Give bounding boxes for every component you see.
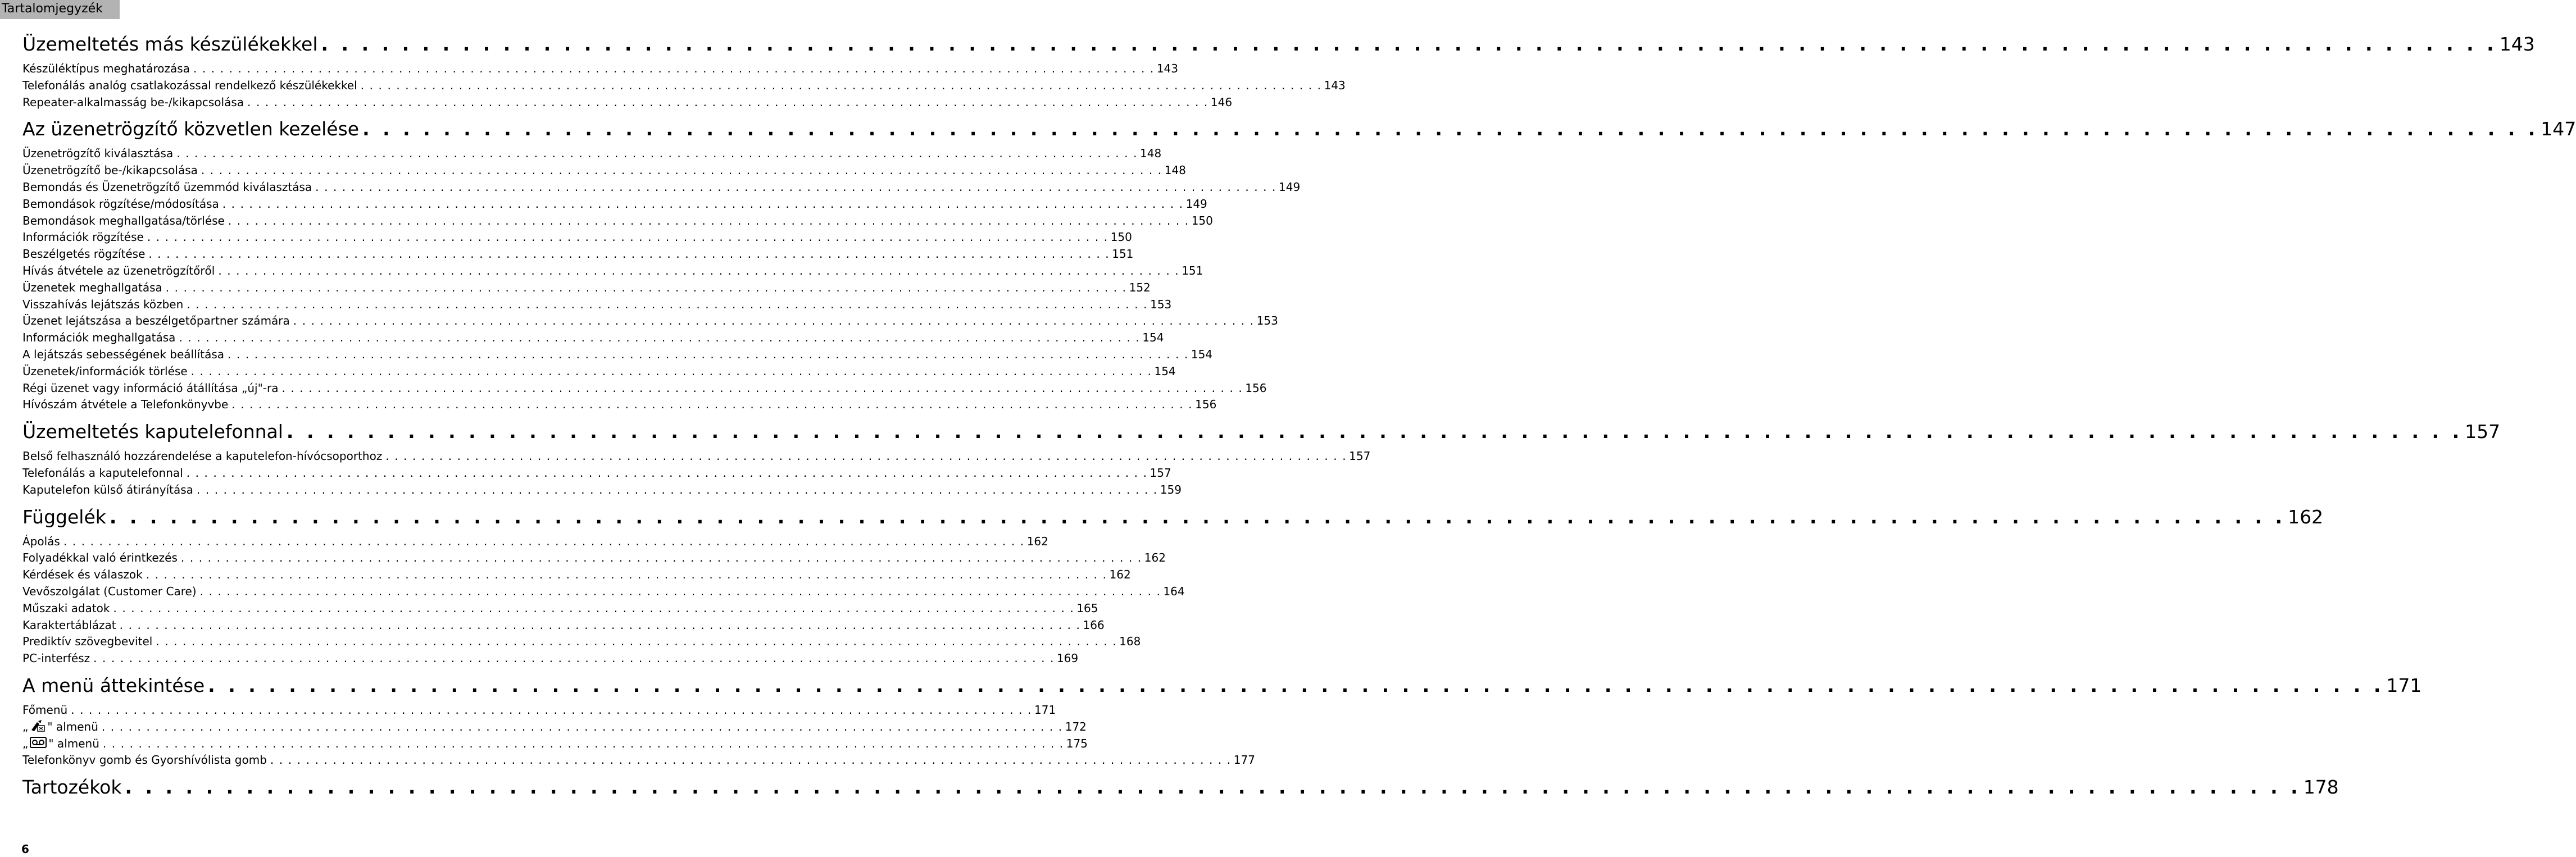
toc-section [22,504,2324,667]
entry-page-number: 154 [1142,331,1164,345]
toc-entry[interactable] [22,213,1213,230]
section-title: Üzemeltetés kaputelefonnal [22,421,283,443]
entry-page-number: 153 [1150,297,1172,311]
header-bar [0,0,120,19]
toc-entry[interactable] [22,736,1088,753]
entry-title [22,465,187,482]
entry-page-number: 175 [1066,736,1088,750]
entry-label: Telefonálás a kaputelefonnal [22,466,183,480]
section-title: Tartozékok [22,776,122,799]
entry-page-number: 166 [1083,618,1105,632]
entry-title [22,702,71,719]
entry-label: Repeater-alkalmasság be-/kikapcsolása [22,95,244,109]
entry-page-number: 148 [1140,147,1162,161]
toc-entry[interactable] [22,380,1267,397]
entry-title [22,482,197,499]
leader-dots: . . . . . . . . . . . . . . . . . . . . . . . . . . . . . . . . . . . . . . . . . . . . . . . . . . . . . . . . . . . . . . . . . . . . . . . . . . . . . . . . . . . . . . . . . . . . . . . . . . . . . . . . . . . . [196,482,1158,496]
section-page-number: 162 [2288,505,2324,528]
entry-title [22,617,120,634]
leader-dots: . . . . . . . . . . . . . . . . . . . . . . . . . . . . . . . . . . . . . . . . . . . . . . . . . . . . . . . . . . . . . . . . . . . . . . . . . . . . . . . . . . . . . . . . . . . . . . . . . . . . . . . . . . . . [385,449,1347,463]
entry-title [22,633,156,650]
toc-entry[interactable] [22,633,1141,650]
section-title: Függelék [22,505,106,528]
entry-title [22,313,293,330]
toc-entry[interactable] [22,330,1164,347]
toc-entry[interactable] [22,567,1131,584]
entry-label: Bemondás és Üzenetrögzítő üzemmód kiválasztása [22,180,312,194]
entry-title [22,363,191,380]
toc-entry[interactable] [22,534,1048,550]
leader-dots: . . . . . . . . . . . . . . . . . . . . . . . . . . . . . . . . . . . . . . . . . . . . . . . . . . . . . . . . . . . . . . . . . . . . . . . . . . . . . . . . . . . . . . . . . . . . . . . . . . . . . . . . . . . . [199,584,1161,598]
entry-title [22,380,281,397]
leader-dots: . . . . . . . . . . . . . . . . . . . . . . . . . . . . . . . . . . . . . . . . . . . . . . . . . . . . . . . . . . . . . . . . . . . . . . . . . . . . . . . . . . . . . . . . . . . . . . . . . . . . . . . . . . . . [208,674,2384,696]
entry-title [22,179,315,196]
entry-page-number: 149 [1185,197,1207,211]
entry-page-number: 151 [1182,263,1203,277]
section-spacer [22,499,538,504]
leader-dots: . . . . . . . . . . . . . . . . . . . . . . . . . . . . . . . . . . . . . . . . . . . . . . . . . . . . . . . . . . . . . . . . . . . . . . . . . . . . . . . . . . . . . . . . . . . . . . . . . . . . . . . . . . . . [156,635,1117,649]
entry-page-number: 159 [1160,482,1182,496]
toc-entry[interactable] [22,162,1186,179]
toc-entry[interactable] [22,584,1185,600]
toc-entry[interactable] [22,78,1346,94]
entry-page-number: 151 [1112,247,1134,261]
leader-dots: . . . . . . . . . . . . . . . . . . . . . . . . . . . . . . . . . . . . . . . . . . . . . . . . . . . . . . . . . . . . . . . . . . . . . . . . . . . . . . . . . . . . . . . . . . . . . . . . . . . . . . . . . . . . [362,118,2539,140]
leader-dots: . . . . . . . . . . . . . . . . . . . . . . . . . . . . . . . . . . . . . . . . . . . . . . . . . . . . . . . . . . . . . . . . . . . . . . . . . . . . . . . . . . . . . . . . . . . . . . . . . . . . . . . . . . . . [187,297,1148,311]
entry-page-number: 154 [1191,347,1213,361]
toc-section [22,419,2501,498]
leader-dots: . . . . . . . . . . . . . . . . . . . . . . . . . . . . . . . . . . . . . . . . . . . . . . . . . . . . . . . . . . . . . . . . . . . . . . . . . . . . . . . . . . . . . . . . . . . . . . . . . . . . . . . . . . . . [222,197,1184,211]
entry-prefix: „ [22,719,29,733]
entry-page-number: 152 [1129,280,1151,294]
toc-entry[interactable] [22,313,1278,330]
leader-dots: . . . . . . . . . . . . . . . . . . . . . . . . . . . . . . . . . . . . . . . . . . . . . . . . . . . . . . . . . . . . . . . . . . . . . . . . . . . . . . . . . . . . . . . . . . . . . . . . . . . . . . . . . . . . [281,381,1243,395]
section-heading[interactable] [22,504,2324,530]
entry-title [22,229,147,246]
leader-dots: . . . . . . . . . . . . . . . . . . . . . . . . . . . . . . . . . . . . . . . . . . . . . . . . . . . . . . . . . . . . . . . . . . . . . . . . . . . . . . . . . . . . . . . . . . . . . . . . . . . . . . . . . . . . [165,280,1127,294]
entry-page-number: 150 [1191,213,1213,227]
leader-dots: . . . . . . . . . . . . . . . . . . . . . . . . . . . . . . . . . . . . . . . . . . . . . . . . . . . . . . . . . . . . . . . . . . . . . . . . . . . . . . . . . . . . . . . . . . . . . . . . . . . . . . . . . . . . [179,331,1141,345]
entry-page-number: 164 [1163,584,1185,598]
entry-page-number: 154 [1154,364,1176,378]
leader-dots: . . . . . . . . . . . . . . . . . . . . . . . . . . . . . . . . . . . . . . . . . . . . . . . . . . . . . . . . . . . . . . . . . . . . . . . . . . . . . . . . . . . . . . . . . . . . . . . . . . . . . . . . . . . . [186,466,1148,480]
entry-label: Üzenetek meghallgatása [22,280,162,294]
entry-label: Főmenü [22,703,68,717]
leader-dots: . . . . . . . . . . . . . . . . . . . . . . . . . . . . . . . . . . . . . . . . . . . . . . . . . . . . . . . . . . . . . . . . . . . . . . . . . . . . . . . . . . . . . . . . . . . . . . . . . . . . . . . . . . . . [148,247,1110,261]
entry-label: Ápolás [22,534,60,548]
entry-page-number: 153 [1256,314,1278,328]
toc-entry[interactable] [22,196,1207,213]
toc-entry[interactable] [22,702,1056,719]
entry-page-number: 148 [1164,163,1186,177]
entry-title [22,736,103,753]
toc-entry[interactable] [22,347,1213,363]
entry-label: Üzenetrögzítő kiválasztása [22,147,174,161]
entry-title [22,297,187,313]
entry-title [22,213,228,230]
leader-dots: . . . . . . . . . . . . . . . . . . . . . . . . . . . . . . . . . . . . . . . . . . . . . . . . . . . . . . . . . . . . . . . . . . . . . . . . . . . . . . . . . . . . . . . . . . . . . . . . . . . . . . . . . . . . [286,421,2463,443]
entry-page-number: 162 [1144,551,1166,565]
entry-title [22,600,113,617]
leader-dots: . . . . . . . . . . . . . . . . . . . . . . . . . . . . . . . . . . . . . . . . . . . . . . . . . . . . . . . . . . . . . . . . . . . . . . . . . . . . . . . . . . . . . . . . . . . . . . . . . . . . . . . . . . . . [102,736,1064,750]
leader-dots: . . . . . . . . . . . . . . . . . . . . . . . . . . . . . . . . . . . . . . . . . . . . . . . . . . . . . . . . . . . . . . . . . . . . . . . . . . . . . . . . . . . . . . . . . . . . . . . . . . . . . . . . . . . . [360,78,1322,92]
entry-label: Üzenetrögzítő be-/kikapcsolása [22,163,198,177]
toc-entry[interactable] [22,448,1371,465]
section-page-number: 171 [2386,674,2422,696]
entry-label: " almenü [48,736,99,750]
leader-dots: . . . . . . . . . . . . . . . . . . . . . . . . . . . . . . . . . . . . . . . . . . . . . . . . . . . . . . . . . . . . . . . . . . . . . . . . . . . . . . . . . . . . . . . . . . . . . . . . . . . . . . . . . . . . [321,33,2497,55]
entry-label: Vevőszolgálat (Customer Care) [22,584,197,598]
toc-section [22,673,2422,769]
entry-label: Bemondások meghallgatása/törlése [22,213,225,227]
leader-dots: . . . . . . . . . . . . . . . . . . . . . . . . . . . . . . . . . . . . . . . . . . . . . . . . . . . . . . . . . . . . . . . . . . . . . . . . . . . . . . . . . . . . . . . . . . . . . . . . . . . . . . . . . . . . [193,62,1155,75]
section-page-number: 178 [2303,776,2339,799]
leader-dots: . . . . . . . . . . . . . . . . . . . . . . . . . . . . . . . . . . . . . . . . . . . . . . . . . . . . . . . . . . . . . . . . . . . . . . . . . . . . . . . . . . . . . . . . . . . . . . . . . . . . . . . . . . . . [270,753,1232,767]
entry-title [22,650,93,667]
leader-dots: . . . . . . . . . . . . . . . . . . . . . . . . . . . . . . . . . . . . . . . . . . . . . . . . . . . . . . . . . . . . . . . . . . . . . . . . . . . . . . . . . . . . . . . . . . . . . . . . . . . . . . . . . . . . [247,95,1209,109]
toc-entry[interactable] [22,280,1151,297]
entry-page-number: 172 [1065,719,1087,733]
entry-page-number: 143 [1156,62,1178,75]
entry-title [22,61,193,78]
toc-entry[interactable] [22,61,1178,78]
leader-dots: . . . . . . . . . . . . . . . . . . . . . . . . . . . . . . . . . . . . . . . . . . . . . . . . . . . . . . . . . . . . . . . . . . . . . . . . . . . . . . . . . . . . . . . . . . . . . . . . . . . . . . . . . . . . [180,551,1142,565]
section-title: Az üzenetrögzítő közvetlen kezelése [22,118,360,140]
toc-entry[interactable] [22,482,1182,499]
page-header-title: Tartalomjegyzék [2,2,103,16]
entry-page-number: 162 [1026,534,1048,548]
toc-entry[interactable] [22,179,1301,196]
entry-label: Karaktertáblázat [22,618,116,632]
toc-entry[interactable] [22,363,1176,380]
entry-title [22,94,247,111]
entry-title [22,719,102,736]
toc-entry[interactable] [22,229,1132,246]
section-heading[interactable] [22,419,2501,445]
leader-dots: . . . . . . . . . . . . . . . . . . . . . . . . . . . . . . . . . . . . . . . . . . . . . . . . . . . . . . . . . . . . . . . . . . . . . . . . . . . . . . . . . . . . . . . . . . . . . . . . . . . . . . . . . . . . [109,505,2286,528]
answering-machine-icon [28,737,48,750]
leader-dots: . . . . . . . . . . . . . . . . . . . . . . . . . . . . . . . . . . . . . . . . . . . . . . . . . . . . . . . . . . . . . . . . . . . . . . . . . . . . . . . . . . . . . . . . . . . . . . . . . . . . . . . . . . . . [176,147,1138,161]
entry-title [22,584,200,600]
leader-dots: . . . . . . . . . . . . . . . . . . . . . . . . . . . . . . . . . . . . . . . . . . . . . . . . . . . . . . . . . . . . . . . . . . . . . . . . . . . . . . . . . . . . . . . . . . . . . . . . . . . . . . . . . . . . [228,213,1189,227]
entry-label: Visszahívás lejátszás közben [22,297,184,311]
entry-label: Beszélgetés rögzítése [22,247,146,261]
entry-title [22,550,181,567]
toc-entry[interactable] [22,600,1098,617]
entry-label: Üzenetek/információk törlése [22,364,188,378]
entry-label: Prediktív szövegbevitel [22,635,153,649]
leader-dots: . . . . . . . . . . . . . . . . . . . . . . . . . . . . . . . . . . . . . . . . . . . . . . . . . . . . . . . . . . . . . . . . . . . . . . . . . . . . . . . . . . . . . . . . . . . . . . . . . . . . . . . . . . . . [190,364,1152,378]
toc-section [22,774,2339,800]
entry-label: Telefonálás analóg csatlakozással rendelkező készülékekkel [22,78,357,92]
toc-entry[interactable] [22,650,1079,667]
section-page-number: 157 [2465,421,2501,443]
entry-title [22,347,228,363]
entry-label: Régi üzenet vagy információ átállítása „új"-ra [22,381,279,395]
entry-label: Folyadékkal való érintkezés [22,551,178,565]
toc-section [22,31,2535,111]
toc-entry[interactable] [22,297,1172,313]
leader-dots: . . . . . . . . . . . . . . . . . . . . . . . . . . . . . . . . . . . . . . . . . . . . . . . . . . . . . . . . . . . . . . . . . . . . . . . . . . . . . . . . . . . . . . . . . . . . . . . . . . . . . . . . . . . . [293,314,1255,328]
entry-page-number: 149 [1279,180,1301,194]
toc-entry[interactable] [22,617,1105,634]
entry-label: A lejátszás sebességének beállítása [22,347,224,361]
entry-page-number: 168 [1119,635,1141,649]
leader-dots: . . . . . . . . . . . . . . . . . . . . . . . . . . . . . . . . . . . . . . . . . . . . . . . . . . . . . . . . . . . . . . . . . . . . . . . . . . . . . . . . . . . . . . . . . . . . . . . . . . . . . . . . . . . . [101,719,1063,733]
leader-dots: . . . . . . . . . . . . . . . . . . . . . . . . . . . . . . . . . . . . . . . . . . . . . . . . . . . . . . . . . . . . . . . . . . . . . . . . . . . . . . . . . . . . . . . . . . . . . . . . . . . . . . . . . . . . [119,618,1081,632]
entry-title [22,752,270,769]
toc-entry[interactable] [22,145,1162,162]
entry-label: Információk meghallgatása [22,331,176,345]
entry-title [22,330,179,347]
leader-dots: . . . . . . . . . . . . . . . . . . . . . . . . . . . . . . . . . . . . . . . . . . . . . . . . . . . . . . . . . . . . . . . . . . . . . . . . . . . . . . . . . . . . . . . . . . . . . . . . . . . . . . . . . . . . [113,601,1075,615]
toc-entry[interactable] [22,752,1255,769]
entry-title [22,162,201,179]
entry-page-number: 157 [1349,449,1371,463]
leader-dots: . . . . . . . . . . . . . . . . . . . . . . . . . . . . . . . . . . . . . . . . . . . . . . . . . . . . . . . . . . . . . . . . . . . . . . . . . . . . . . . . . . . . . . . . . . . . . . . . . . . . . . . . . . . . [125,776,2301,799]
section-heading[interactable] [22,774,2339,800]
entry-label: Információk rögzítése [22,230,144,244]
leader-dots: . . . . . . . . . . . . . . . . . . . . . . . . . . . . . . . . . . . . . . . . . . . . . . . . . . . . . . . . . . . . . . . . . . . . . . . . . . . . . . . . . . . . . . . . . . . . . . . . . . . . . . . . . . . . [201,163,1162,177]
entry-title [22,534,63,550]
toc-section [22,116,2576,413]
toc-entry[interactable] [22,246,1134,263]
entry-label: Hívószám átvétele a Telefonkönyvbe [22,398,229,412]
phone-settings-icon [28,720,47,733]
entry-label: Bemondások rögzítése/módosítása [22,197,219,211]
section-spacer [22,413,538,419]
entry-title [22,567,146,584]
entry-page-number: 150 [1110,230,1132,244]
entry-page-number: 156 [1245,381,1267,395]
entry-page-number: 143 [1324,78,1346,92]
toc-entry[interactable] [22,550,1166,567]
toc-entry[interactable] [22,396,1217,413]
section-spacer [22,111,538,116]
entry-label: Telefonkönyv gomb és Gyorshívólista gomb [22,753,267,767]
entry-page-number: 157 [1150,466,1171,480]
entry-page-number: 146 [1210,95,1233,109]
leader-dots: . . . . . . . . . . . . . . . . . . . . . . . . . . . . . . . . . . . . . . . . . . . . . . . . . . . . . . . . . . . . . . . . . . . . . . . . . . . . . . . . . . . . . . . . . . . . . . . . . . . . . . . . . . . . [231,398,1193,412]
entry-title [22,196,222,213]
leader-dots: . . . . . . . . . . . . . . . . . . . . . . . . . . . . . . . . . . . . . . . . . . . . . . . . . . . . . . . . . . . . . . . . . . . . . . . . . . . . . . . . . . . . . . . . . . . . . . . . . . . . . . . . . . . . [315,180,1277,194]
leader-dots: . . . . . . . . . . . . . . . . . . . . . . . . . . . . . . . . . . . . . . . . . . . . . . . . . . . . . . . . . . . . . . . . . . . . . . . . . . . . . . . . . . . . . . . . . . . . . . . . . . . . . . . . . . . . [228,347,1189,361]
entry-prefix: „ [22,736,29,750]
section-page-number: 147 [2541,118,2576,140]
leader-dots: . . . . . . . . . . . . . . . . . . . . . . . . . . . . . . . . . . . . . . . . . . . . . . . . . . . . . . . . . . . . . . . . . . . . . . . . . . . . . . . . . . . . . . . . . . . . . . . . . . . . . . . . . . . . [218,263,1180,277]
toc-entry[interactable] [22,465,1171,482]
leader-dots: . . . . . . . . . . . . . . . . . . . . . . . . . . . . . . . . . . . . . . . . . . . . . . . . . . . . . . . . . . . . . . . . . . . . . . . . . . . . . . . . . . . . . . . . . . . . . . . . . . . . . . . . . . . . [71,703,1033,717]
section-heading[interactable] [22,673,2422,699]
section-spacer [22,667,538,673]
entry-page-number: 165 [1076,601,1098,615]
entry-label: Hívás átvétele az üzenetrögzítőről [22,263,215,277]
leader-dots: . . . . . . . . . . . . . . . . . . . . . . . . . . . . . . . . . . . . . . . . . . . . . . . . . . . . . . . . . . . . . . . . . . . . . . . . . . . . . . . . . . . . . . . . . . . . . . . . . . . . . . . . . . . . [146,568,1107,582]
toc-entry[interactable] [22,719,1087,736]
entry-label: Készüléktípus meghatározása [22,62,190,75]
section-heading[interactable] [22,116,2576,142]
entry-page-number: 177 [1233,753,1255,767]
entry-label: Műszaki adatok [22,601,110,615]
entry-page-number: 162 [1109,568,1131,582]
entry-page-number: 169 [1056,651,1079,665]
entry-label: Kérdések és válaszok [22,568,143,582]
leader-dots: . . . . . . . . . . . . . . . . . . . . . . . . . . . . . . . . . . . . . . . . . . . . . . . . . . . . . . . . . . . . . . . . . . . . . . . . . . . . . . . . . . . . . . . . . . . . . . . . . . . . . . . . . . . . [63,534,1025,548]
entry-title [22,396,231,413]
section-spacer [22,769,538,774]
section-heading[interactable] [22,31,2535,57]
leader-dots: . . . . . . . . . . . . . . . . . . . . . . . . . . . . . . . . . . . . . . . . . . . . . . . . . . . . . . . . . . . . . . . . . . . . . . . . . . . . . . . . . . . . . . . . . . . . . . . . . . . . . . . . . . . . [93,651,1055,665]
entry-title [22,246,148,263]
toc-entry[interactable] [22,94,1233,111]
entry-label: Üzenet lejátszása a beszélgetőpartner számára [22,314,290,328]
entry-label: Belső felhasználó hozzárendelése a kaputelefon-hívócsoporthoz [22,449,383,463]
entry-title [22,280,166,297]
entry-title [22,78,361,94]
table-of-contents [22,31,2576,804]
entry-page-number: 156 [1195,398,1217,412]
entry-label: PC-interfész [22,651,90,665]
toc-entry[interactable] [22,263,1203,280]
section-title: A menü áttekintése [22,674,205,696]
entry-title [22,145,176,162]
leader-dots: . . . . . . . . . . . . . . . . . . . . . . . . . . . . . . . . . . . . . . . . . . . . . . . . . . . . . . . . . . . . . . . . . . . . . . . . . . . . . . . . . . . . . . . . . . . . . . . . . . . . . . . . . . . . [147,230,1108,244]
entry-title [22,448,385,465]
section-title: Üzemeltetés más készülékekkel [22,33,318,55]
entry-page-number: 171 [1034,703,1056,717]
page-number: 6 [21,842,29,856]
entry-label: Kaputelefon külső átirányítása [22,482,193,496]
section-page-number: 143 [2499,33,2535,55]
entry-title [22,263,218,280]
entry-label: " almenü [47,719,98,733]
